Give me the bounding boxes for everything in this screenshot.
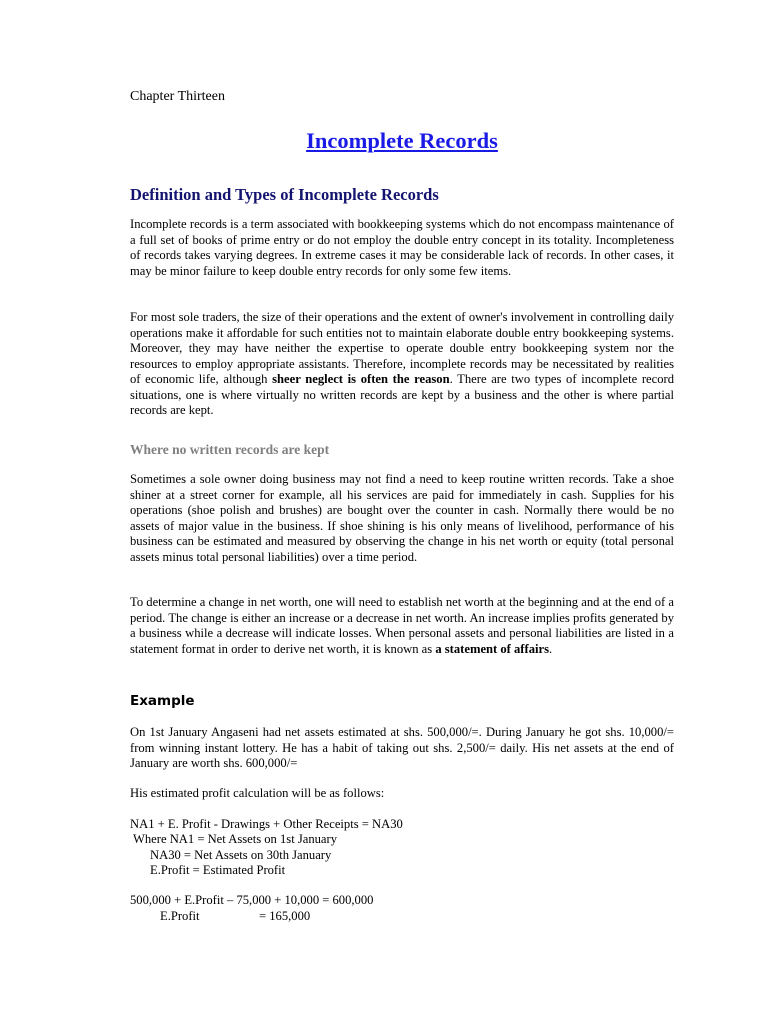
formula-where-na30: NA30 = Net Assets on 30th January [150, 848, 332, 862]
subsection-heading: Where no written records are kept [130, 442, 330, 457]
chapter-label: Chapter Thirteen [130, 89, 225, 104]
example-heading: Example [130, 693, 195, 709]
formula-where-na1: Where NA1 = Net Assets on 1st January [133, 832, 338, 846]
paragraph-text: To determine a change in net worth, one will need to establish net worth at the beginning and at the end of a period. The change is either an increase or a decrease in net worth. An increase implies profits generated by a business while a decrease will indicate losses. When personal assets and personal liabilities are listed in a statement format in order to derive net worth, it is known as [130, 595, 674, 656]
calculation-label: E.Profit [160, 909, 200, 923]
paragraph-sole-traders [130, 310, 674, 419]
calculation-result: = 165,000 [259, 909, 311, 923]
emphasis-text: a statement of affairs [435, 641, 549, 656]
document-page [130, 0, 674, 1024]
paragraph-text: . There are two types of incomplete record situations, one is where virtually no written records are kept by a business and the other is where partial records are kept. [130, 372, 674, 417]
paragraph-net-worth [130, 595, 674, 657]
paragraph-shoe-shiner: Sometimes a sole owner doing business may not find a need to keep routine written records. Take a shoe shiner at a street corner for example, all his services are paid for immediately in cash. Supplies for his operations (shoe polish and brushes) are bought over the counter in cash. Normally there would be no assets of major value in the business. If shoe shining is his only means of livelihood, performance of his business can be estimated and measured by observing the change in his net worth or equity (total personal assets minus total personal liabilities) over a time period. [130, 472, 674, 564]
formula-where-eprofit: E.Profit = Estimated Profit [150, 863, 286, 877]
section-heading: Definition and Types of Incomplete Records [130, 185, 439, 204]
calculation-line: 500,000 + E.Profit – 75,000 + 10,000 = 600,000 [130, 893, 374, 907]
paragraph-definition: Incomplete records is a term associated with bookkeeping systems which do not encompass maintenance of a full set of books of prime entry or do not employ the double entry concept in its totality. Incompleteness of records takes varying degrees. In extreme cases it may be considerable lack of records. In other cases, it may be minor failure to keep double entry records for only some few items. [130, 217, 674, 278]
page-title: Incomplete Records [306, 128, 498, 153]
paragraph-text: For most sole traders, the size of their operations and the extent of owner's involvement in controlling daily operations make it affordable for such entities not to maintain elaborate double entry bookkeeping systems. Moreover, they may have neither the expertise to operate double entry bookkeeping system nor the resources to employ appropriate assistants. Therefore, incomplete records may be necessitated by realities of economic life, although [130, 310, 674, 386]
calculation-intro: His estimated profit calculation will be as follows: [130, 786, 385, 800]
formula-equation: NA1 + E. Profit - Drawings + Other Receipts = NA30 [130, 817, 403, 831]
paragraph-text: . [549, 641, 553, 656]
paragraph-example: On 1st January Angaseni had net assets estimated at shs. 500,000/=. During January he got shs. 10,000/= from winning instant lottery. He has a habit of taking out shs. 2,500/= daily. His net assets at the end of January are worth shs. 600,000/= [130, 725, 674, 770]
emphasis-text: sheer neglect is often the reason [272, 372, 450, 386]
